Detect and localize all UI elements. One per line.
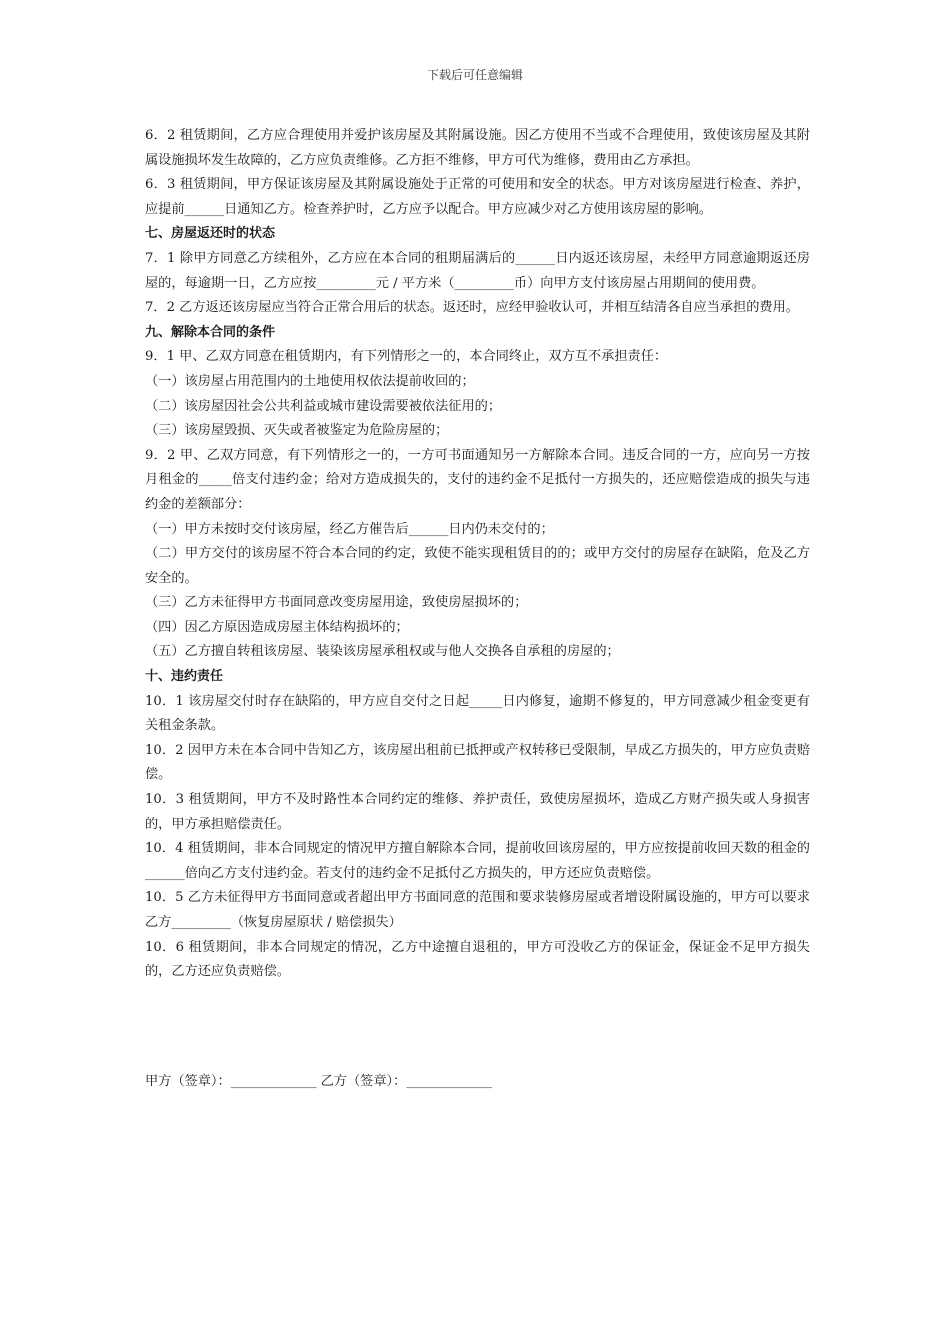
clause-9-1: 9．1 甲、乙双方同意在租赁期内，有下列情形之一的，本合同终止，双方互不承担责任：: [145, 349, 668, 365]
clause-10-3: 10．3 租赁期间，甲方不及时路性本合同约定的维修、养护责任，致使房屋损坏，造成乙方财产损失或人身损害的，甲方承担赔偿责任。: [145, 792, 810, 832]
signature-line: 甲方（签章）：_____________ 乙方（签章）：_____________: [145, 1074, 493, 1089]
clause-10-5: 10．5 乙方未征得甲方书面同意或者超出甲方书面同意的范围和要求装修房屋或者增设附属设施的，甲方可以要求乙方_________（恢复房屋原状 / 赔偿损失）: [145, 890, 810, 930]
clause-9-1-item-2: （二）该房屋因社会公共利益或城市建设需要被依法征用的；: [145, 398, 502, 414]
clause-10-6: 10．6 租赁期间，非本合同规定的情况，乙方中途擅自退租的，甲方可没收乙方的保证金，保证金不足甲方损失的，乙方还应负责赔偿。: [145, 939, 810, 980]
clause-6-3: 6．3 租赁期间，甲方保证该房屋及其附属设施处于正常的可使用和安全的状态。甲方对该房屋进行检查、养护，应提前______日通知乙方。检查养护时，乙方应予以配合。甲方应减少对乙方使用该房屋的影响。: [145, 177, 810, 217]
clause-9-2-item-4: （四）因乙方原因造成房屋主体结构损坏的；: [145, 619, 409, 635]
contract-body: [145, 124, 810, 985]
clause-9-1-item-3: （三）该房屋毁损、灭失或者被鉴定为危险房屋的；: [145, 423, 449, 439]
section-heading-7: 七、房屋返还时的状态: [145, 226, 276, 242]
clause-9-2-item-2: （二）甲方交付的该房屋不符合本合同的约定，致使不能实现租赁目的的；或甲方交付的房屋存在缺陷，危及乙方安全的。: [145, 546, 810, 586]
clause-9-1-item-1: （一）该房屋占用范围内的土地使用权依法提前收回的；: [145, 373, 475, 389]
clause-7-1: 7．1 除甲方同意乙方续租外，乙方应在本合同的租期届满后的______日内返还该房屋，未经甲方同意逾期返还房屋的，每逾期一日，乙方应按_________元 / 平方米（_________币）向甲方支付该房屋占用期间的使用费。: [145, 250, 810, 291]
page-header-note: 下载后可任意编辑: [426, 68, 523, 82]
clause-9-2-item-3: （三）乙方未征得甲方书面同意改变房屋用途，致使房屋损坏的；: [145, 595, 528, 611]
clause-10-1: 10．1 该房屋交付时存在缺陷的，甲方应自交付之日起_____日内修复，逾期不修复的，甲方同意减少租金变更有关租金条款。: [145, 693, 810, 734]
section-heading-9: 九、解除本合同的条件: [145, 324, 276, 340]
section-heading-10: 十、违约责任: [145, 669, 224, 685]
clause-9-2-item-1: （一）甲方未按时交付该房屋，经乙方催告后______日内仍未交付的；: [145, 521, 554, 537]
clause-7-2: 7．2 乙方返还该房屋应当符合正常合用后的状态。返还时，应经甲验收认可，并相互结清各自应当承担的费用。: [145, 300, 799, 316]
clause-9-2-item-5: （五）乙方擅自转租该房屋、装染该房屋承租权或与他人交换各自承租的房屋的；: [145, 644, 620, 660]
clause-10-2: 10．2 因甲方未在本合同中告知乙方，该房屋出租前已抵押或产权转移已受限制，早成乙方损失的，甲方应负责赔偿。: [145, 742, 810, 783]
clause-10-4: 10．4 租赁期间，非本合同规定的情况甲方擅自解除本合同，提前收回该房屋的，甲方应按提前收回天数的租金的______倍向乙方支付违约金。若支付的违约金不足抵付乙方损失的，甲方还应负责赔偿。: [145, 841, 810, 881]
clause-6-2: 6．2 租赁期间，乙方应合理使用并爱护该房屋及其附属设施。因乙方使用不当或不合理使用，致使该房屋及其附属设施损坏发生故障的，乙方应负责维修。乙方拒不维修，甲方可代为维修，费用由乙方承担。: [145, 128, 810, 168]
clause-9-2: 9．2 甲、乙双方同意，有下列情形之一的，一方可书面通知另一方解除本合同。违反合同的一方，应向另一方按月租金的_____倍支付违约金；给对方造成损失的，支付的违约金不足抵付一方损失的，还应赔偿造成的损失与违约金的差额部分：: [145, 447, 810, 512]
